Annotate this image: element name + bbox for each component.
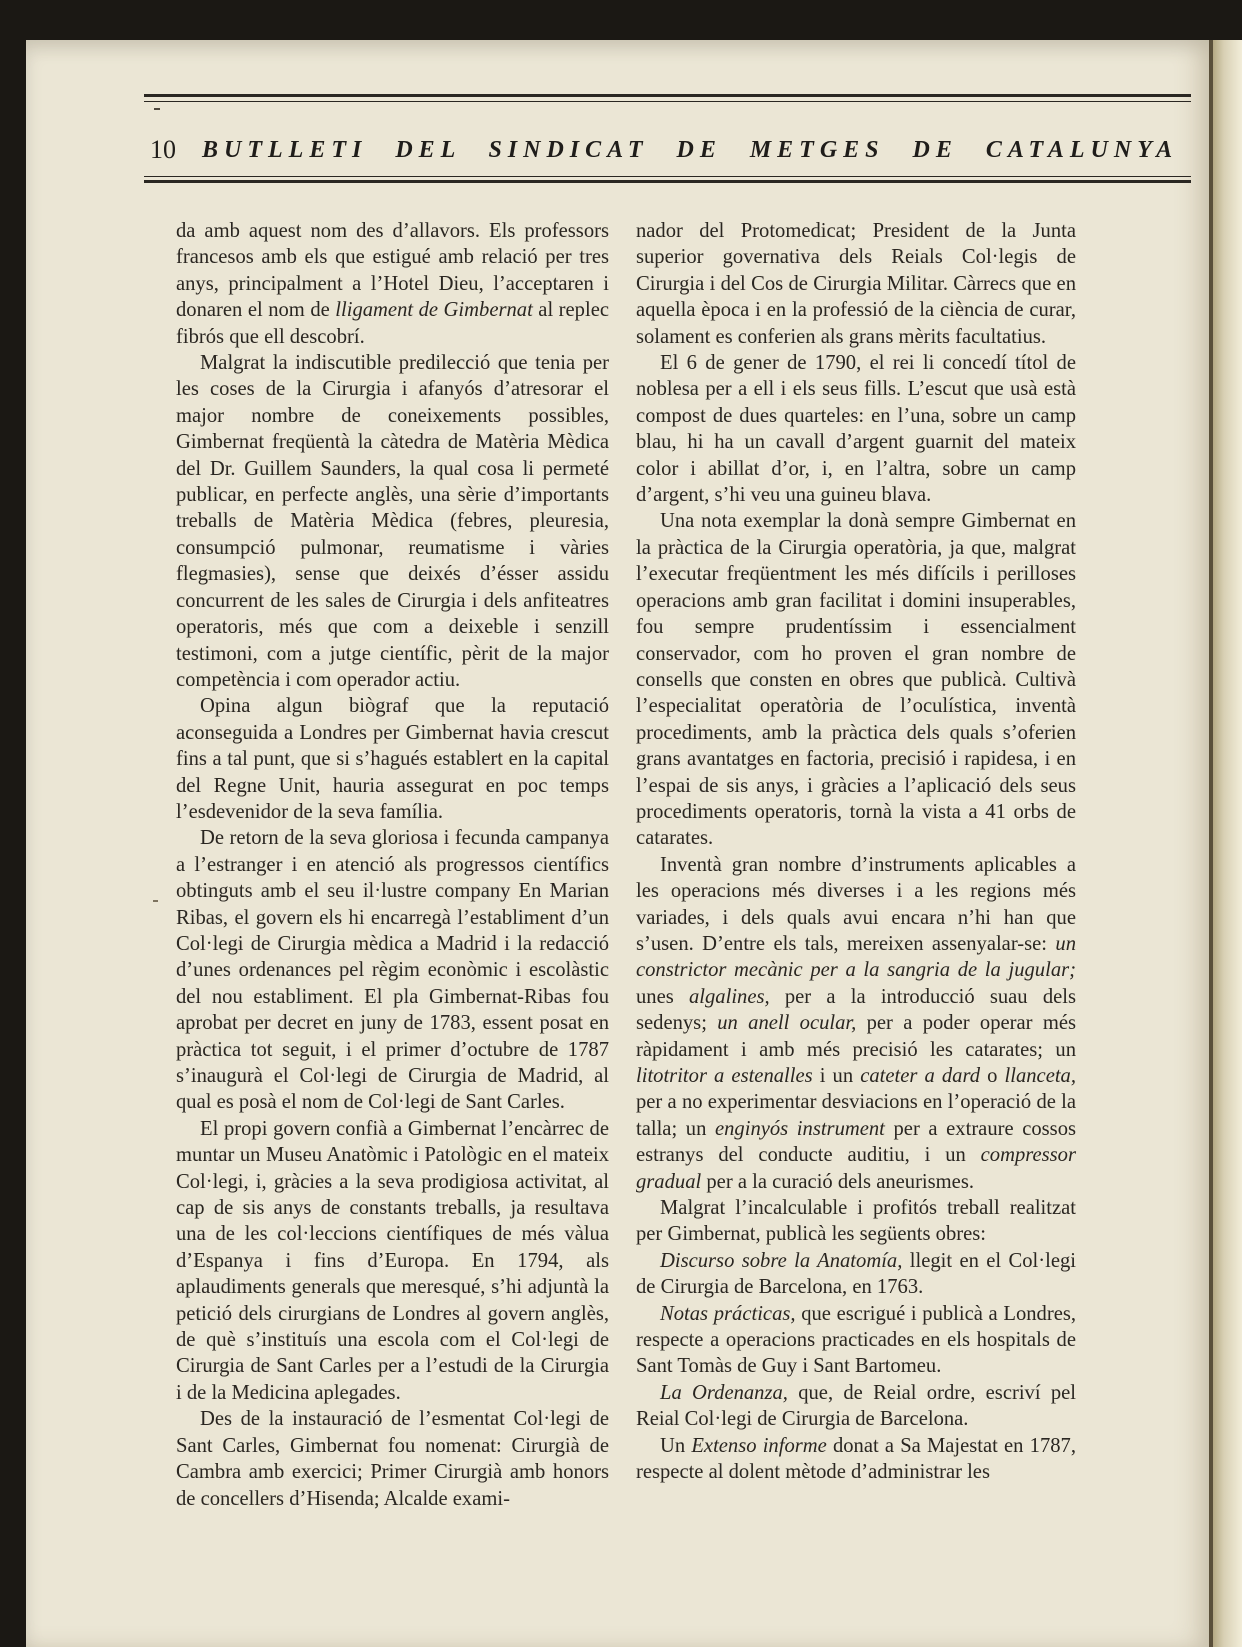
paragraph: Inventà gran nombre d’instruments aplicables a les operacions més diverses i a les regions més variades, i dels quals avui encara n’hi han que s’usen. D’entre els tals, mereixen assenyalar-se: un constrictor mecànic per a la sangria de la jugular; unes algalines, per a la introducció suau dels sedenys; un anell ocular, per a poder operar més ràpidament i amb més precisió les catarates; un litotritor a estenalles i un cateter a dard o llanceta, per a no experimentar desviacions en l’operació de la talla; un enginyós instrument per a extraure cossos estranys del conducte auditiu, i un compressor gradual per a la curació dels aneurismes. (636, 853, 1077, 1193)
spine-edge (1209, 40, 1213, 1647)
book-spine (1209, 40, 1242, 1647)
work-entry: La Ordenanza, que, de Reial ordre, escriví pel Reial Col·legi de Cirurgia de Barcelona. (636, 1381, 1076, 1431)
paragraph: Malgrat la indiscutible predilecció que tenia per les coses de la Cirurgia i afanyós d’atresorar el major nombre de coneixements possibles, Gimbernat freqüentà la càtedra de Matèria Mèdica del Dr. Guillem Saunders, la qual cosa li permeté publicar, en perfecte anglès, una sèrie d’importants treballs de Matèria Mèdica (febres, pleuresia, consumpció pulmonar, reumatisme i vàries flegmasies), sense que deixés d’ésser assidu concurrent de les sales de Cirurgia i dels anfiteatres operatoris, més que com a deixeble i senzill testimoni, com a jutge científic, pèrit de la major competència i com operador actiu. (176, 352, 609, 691)
right-column (636, 218, 1076, 1486)
paragraph: Una nota exemplar la donà sempre Gimbernat en la pràctica de la Cirurgia operatòria, ja que, malgrat l’executar freqüentment les més difícils i perilloses operacions amb gran facilitat i domini insuperables, fou sempre prudentíssim i essencialment conservador, com ho proven el gran nombre de consells que consten en obres que publicà. Cultivà l’especialitat operatòria de l’oculística, inventà procediments, amb la pràctica dels quals s’oferien grans avantatges en factoria, precisió i rapidesa, i en l’espai de sis anys, i gràcies a l’aplicació dels seus procediments operatoris, tornà la vista a 41 orbs de catarates. (636, 510, 1076, 850)
header-top-rule (144, 94, 1191, 102)
margin-mark (153, 900, 158, 902)
paragraph: Des de la instauració de l’esmentat Col·legi de Sant Carles, Gimbernat fou nomenat: Cirurgià de Cambra amb exercici; Primer Cirurgià amb honors de concellers d’Hisenda; Alcalde exami- (176, 1408, 609, 1510)
left-column (176, 218, 609, 1512)
paragraph: El 6 de gener de 1790, el rei li concedí títol de noblesa per a ell i els seus fills. L’escut que usà està compost de dues quarteles: en l’una, sobre un camp blau, hi ha un cavall d’argent guarnit del mateix color i abillat d’or, i, en l’altra, sobre un camp d’argent, s’hi veu una guineu blava. (636, 352, 1076, 507)
margin-mark (154, 108, 160, 110)
work-entry: Discurso sobre la Anatomía, llegit en el Col·legi de Cirurgia de Barcelona, en 1763. (636, 1249, 1076, 1299)
journal-title: BUTLLETI DEL SINDICAT DE METGES DE CATALUNYA (202, 136, 1179, 163)
work-entry: Notas prácticas, que escrigué i publicà a Londres, respecte a operacions practicades en els hospitals de Sant Tomàs de Guy i Sant Bartomeu. (636, 1302, 1076, 1378)
paragraph: nador del Protomedicat; President de la Junta superior governativa dels Reials Col·legis de Cirurgia i del Cos de Cirurgia Militar. Càrrecs que en aquella època i en la professió de la ciència de curar, solament es conferien als grans mèrits facultatius. (636, 220, 1076, 348)
paragraph: Opina algun biògraf que la reputació aconseguida a Londres per Gimbernat havia crescut fins a tal punt, que si s’hagués establert en la capital del Regne Unit, hauria assegurat en poc temps l’esdevenidor de la seva família. (176, 695, 609, 823)
work-entry: Un Extenso informe donat a Sa Majestat en 1787, respecte al dolent mètode d’administrar les (636, 1434, 1076, 1484)
header-bottom-rule (144, 176, 1191, 183)
paragraph: El propi govern confià a Gimbernat l’encàrrec de muntar un Museu Anatòmic i Patològic en el mateix Col·legi, i, gràcies a la seva prodigiosa activitat, al cap de sis anys de constants treballs, ja resultava una de les col·leccions científiques de més vàlua d’Espanya i fins d’Europa. En 1794, als aplaudiments generals que meresqué, s’hi adjuntà la petició dels cirurgians de Londres al govern anglès, de què s’instituís una escola com el Col·legi de Cirurgia de Sant Carles per a l’estudi de la Cirurgia i de la Medicina aplegades. (176, 1117, 609, 1404)
paragraph: Malgrat l’incalculable i profitós treball realitzat per Gimbernat, publicà les següents obres: (636, 1197, 1076, 1246)
page-number: 10 (150, 135, 176, 164)
paragraph: da amb aquest nom des d’allavors. Els professors francesos amb els que estigué amb relació per tres anys, principalment a l’Hotel Dieu, l’acceptaren i donaren el nom de lligament de Gimbernat al replec fibrós que ell descobrí. (176, 220, 609, 348)
paragraph: De retorn de la seva gloriosa i fecunda campanya a l’estranger i en atenció als progressos científics obtinguts amb el seu il·lustre company En Marian Ribas, el govern els hi encarregà l’establiment d’un Col·legi de Cirurgia mèdica a Madrid i la redacció d’unes ordenances pel règim econòmic i escolàstic del nou establiment. El pla Gimbernat-Ribas fou aprobat per decret en juny de 1783, essent posat en pràctica tot seguit, i el primer d’octubre de 1787 s’inaugurà el Col·legi de Cirurgia de Madrid, al qual es posà el nom de Col·legi de Sant Carles. (176, 827, 609, 1114)
running-head (150, 130, 1190, 170)
